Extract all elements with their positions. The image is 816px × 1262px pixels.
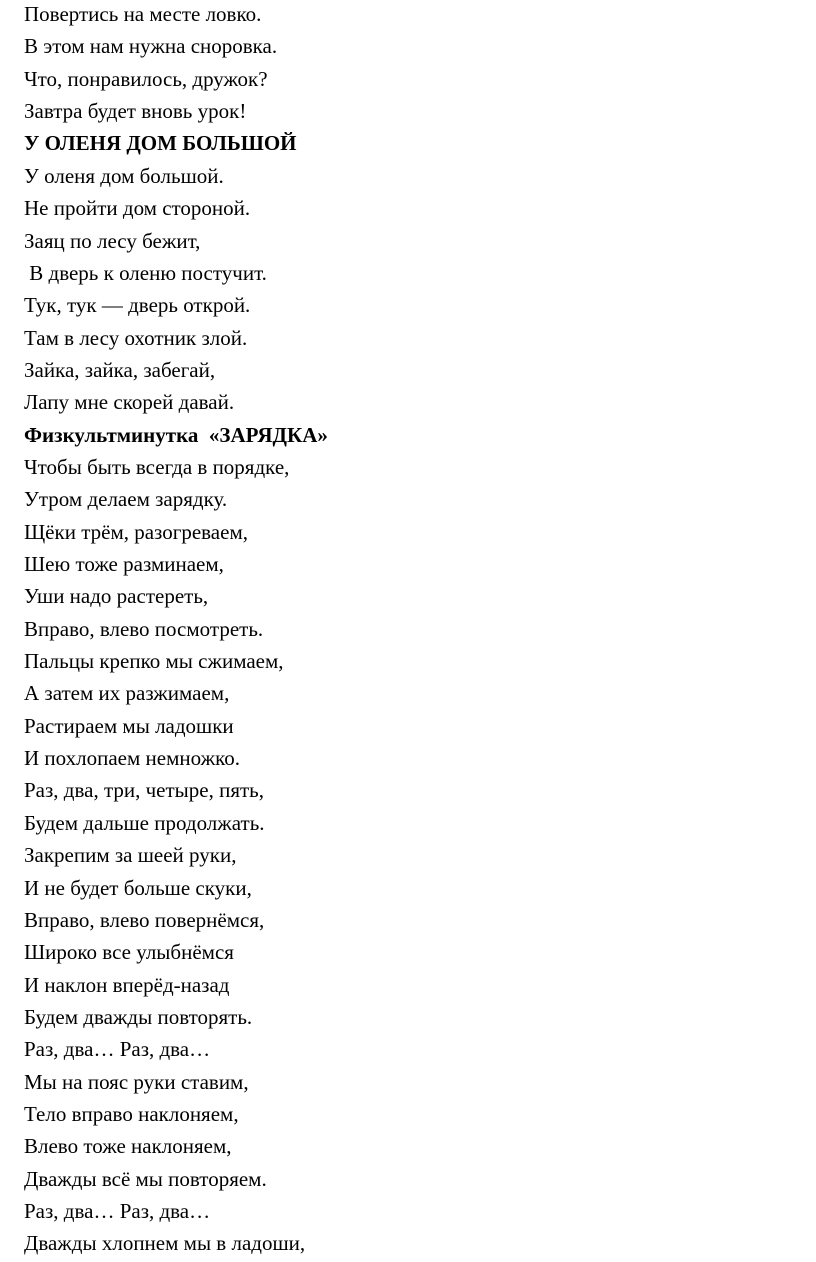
poem-line: Тук, тук — дверь открой.	[24, 293, 251, 318]
poem-line: Заяц по лесу бежит,	[24, 228, 201, 253]
poem-line: Завтра будет вновь урок!	[24, 99, 247, 124]
poem-line: Растираем мы ладошки	[24, 713, 234, 738]
poem-line: Раз, два… Раз, два…	[24, 1199, 211, 1223]
poem-line: Вправо, влево повернёмся,	[24, 907, 265, 932]
poem-line: Закрепим за шеей руки,	[24, 843, 237, 868]
poem-line: Не пройти дом стороной.	[24, 196, 251, 221]
section-heading: Физкультминутка «ЗАРЯДКА»	[24, 422, 328, 447]
poem-line: Чтобы быть всегда в порядке,	[24, 454, 290, 479]
poem-line: Будем дальше продолжать.	[24, 810, 265, 835]
poem-line: И похлопаем немножко.	[24, 746, 240, 771]
poem-line: Раз, два… Раз, два…	[24, 1037, 211, 1062]
poem-line: Дважды всё мы повторяем.	[24, 1166, 267, 1191]
poem-line: И не будет больше скуки,	[24, 875, 252, 900]
document-page	[24, 0, 816, 1262]
poem-line: Вправо, влево посмотреть.	[24, 616, 264, 641]
poem-line: У оленя дом большой.	[24, 163, 224, 188]
poem-line: И наклон вперёд-назад	[24, 972, 230, 997]
poem-line: Повертись на месте ловко.	[24, 2, 262, 26]
poem-line: Широко все улыбнёмся	[24, 940, 234, 965]
poem-line: Мы на пояс руки ставим,	[24, 1069, 249, 1094]
poem-line: Будем дважды повторять.	[24, 1004, 253, 1029]
poem-line: Что, понравилось, дружок?	[24, 66, 268, 91]
section-heading: У ОЛЕНЯ ДОМ БОЛЬШОЙ	[24, 131, 297, 156]
poem-line: Там в лесу охотник злой.	[24, 325, 248, 350]
poem-line: Щёки трём, разогреваем,	[24, 519, 248, 544]
poem-line: В этом нам нужна сноровка.	[24, 34, 278, 59]
poem-line: Пальцы крепко мы сжимаем,	[24, 649, 284, 673]
poem-line: А затем их разжимаем,	[24, 681, 230, 706]
poem-line: Шею тоже разминаем,	[24, 552, 224, 576]
poem-line: Зайка, зайка, забегай,	[24, 357, 216, 382]
poem-line: Дважды хлопнем мы в ладоши,	[24, 1231, 306, 1256]
poem-line: Утром делаем зарядку.	[24, 487, 228, 512]
poem-line: Раз, два, три, четыре, пять,	[24, 778, 265, 803]
poem-line: Лапу мне скорей давай.	[24, 390, 235, 415]
poem-line: Уши надо растереть,	[24, 584, 209, 609]
poem-line: Тело вправо наклоняем,	[24, 1101, 239, 1126]
poem-line: В дверь к оленю постучит.	[24, 260, 267, 285]
poem-line: Влево тоже наклоняем,	[24, 1134, 232, 1159]
